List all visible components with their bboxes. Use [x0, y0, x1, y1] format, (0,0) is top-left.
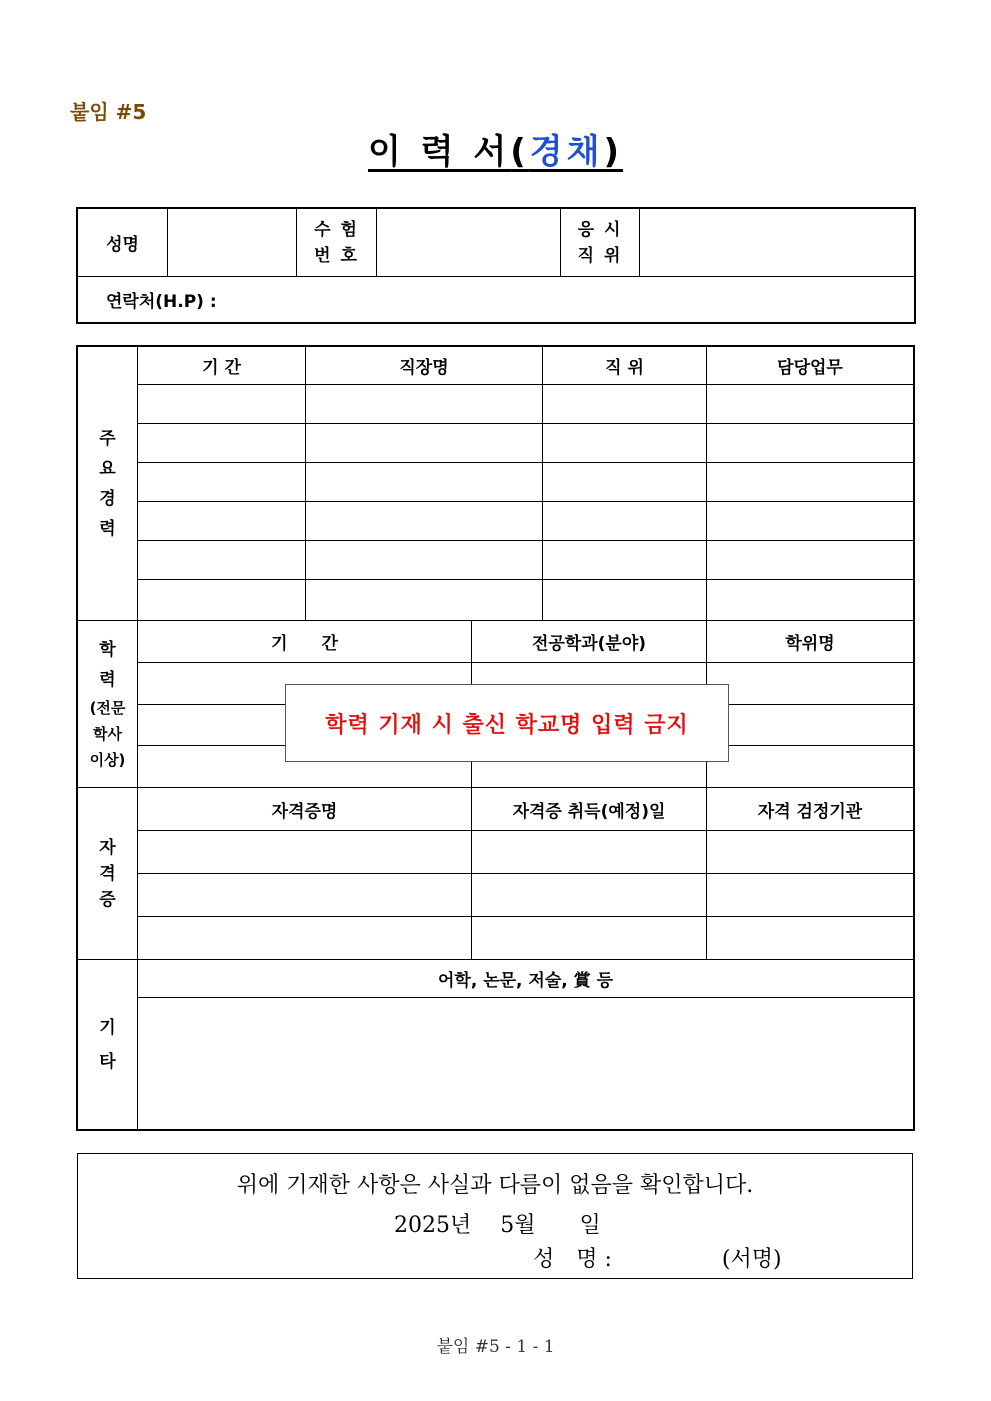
position-label: [561, 209, 640, 277]
exam-number-label: [297, 209, 377, 277]
education-label-char: 력: [99, 670, 116, 690]
career-col-duties: 담당업무: [707, 347, 914, 385]
career-col-company: 직장명: [306, 347, 543, 385]
page-title: [0, 124, 991, 173]
career-cell[interactable]: [138, 385, 306, 424]
education-label-note: 학사: [93, 725, 122, 743]
license-col-issuer: 자격 검정기관: [707, 788, 914, 831]
license-label-char: 증: [99, 889, 116, 910]
confirmation-date: 2025년 5월 일: [394, 1213, 601, 1238]
career-cell[interactable]: [306, 502, 543, 541]
career-cell[interactable]: [138, 580, 306, 621]
career-cell[interactable]: [306, 385, 543, 424]
education-cell[interactable]: [707, 705, 914, 746]
career-cell[interactable]: [543, 580, 707, 621]
career-cell[interactable]: [707, 463, 914, 502]
title-main: 이 력 서: [367, 132, 511, 172]
career-section-label: [78, 347, 138, 621]
career-row: [78, 580, 914, 621]
name-label: 성명: [78, 209, 168, 277]
career-label-char: 경: [99, 488, 116, 509]
career-cell[interactable]: [138, 502, 306, 541]
career-cell[interactable]: [707, 541, 914, 580]
career-row: [78, 502, 914, 541]
etc-field[interactable]: [138, 998, 914, 1130]
confirmation-signature: 성 명 : (서명): [533, 1247, 782, 1272]
career-cell[interactable]: [707, 385, 914, 424]
title-bracket-close: ): [603, 132, 623, 172]
contact-field[interactable]: [78, 277, 915, 323]
license-section-label: [78, 788, 138, 960]
license-cell[interactable]: [472, 917, 707, 960]
career-col-position: 직 위: [543, 347, 707, 385]
education-col-major: 전공학과(분야): [472, 621, 707, 663]
career-cell[interactable]: [306, 424, 543, 463]
applicant-info-table: [77, 208, 915, 323]
education-cell[interactable]: [707, 746, 914, 788]
career-cell[interactable]: [306, 463, 543, 502]
license-col-date: 자격증 취득(예정)일: [472, 788, 707, 831]
career-row: [78, 541, 914, 580]
etc-label-char: 타: [99, 1051, 116, 1072]
exam-number-label-line2: 번 호: [314, 245, 359, 266]
career-cell[interactable]: [707, 580, 914, 621]
name-field[interactable]: [168, 209, 297, 277]
education-label-char: 학: [99, 640, 116, 660]
license-row: [78, 831, 914, 874]
career-row: [78, 463, 914, 502]
career-cell[interactable]: [138, 541, 306, 580]
position-label-line2: 직 위: [577, 245, 623, 266]
career-label-char: 력: [99, 518, 116, 539]
education-notice: 학력 기재 시 출신 학교명 입력 금지: [285, 684, 729, 762]
license-label-char: 자: [99, 837, 116, 858]
career-label-char: 요: [99, 458, 116, 479]
exam-number-label-line1: 수 험: [314, 219, 359, 240]
page-footer: 붙임 #5 - 1 - 1: [436, 1337, 555, 1357]
career-cell[interactable]: [306, 580, 543, 621]
education-section-label: [78, 621, 138, 788]
career-col-period: 기 간: [138, 347, 306, 385]
license-cell[interactable]: [707, 831, 914, 874]
etc-section-label: [78, 960, 138, 1130]
license-cell[interactable]: [707, 917, 914, 960]
education-label-note: 이상): [89, 751, 126, 769]
education-col-period: 기 간: [138, 621, 472, 663]
attachment-label: 붙임 #5: [70, 100, 147, 124]
career-row: [78, 424, 914, 463]
career-cell[interactable]: [543, 541, 707, 580]
career-cell[interactable]: [543, 502, 707, 541]
title-bracket-open: (: [510, 132, 530, 172]
career-cell[interactable]: [138, 463, 306, 502]
position-label-line1: 응 시: [577, 219, 623, 240]
career-cell[interactable]: [138, 424, 306, 463]
etc-header: 어학, 논문, 저술, 賞 등: [138, 960, 914, 998]
license-cell[interactable]: [472, 874, 707, 917]
license-cell[interactable]: [138, 831, 472, 874]
license-cell[interactable]: [138, 917, 472, 960]
career-cell[interactable]: [707, 424, 914, 463]
career-row: [78, 385, 914, 424]
license-cell[interactable]: [472, 831, 707, 874]
license-cell[interactable]: [138, 874, 472, 917]
license-cell[interactable]: [707, 874, 914, 917]
confirmation-box: [77, 1153, 913, 1279]
career-cell[interactable]: [707, 502, 914, 541]
position-field[interactable]: [640, 209, 915, 277]
title-keyword: 경채: [529, 132, 604, 172]
confirmation-statement: 위에 기재한 사항은 사실과 다름이 없음을 확인합니다.: [236, 1173, 754, 1198]
license-col-name: 자격증명: [138, 788, 472, 831]
education-label-note: (전문: [89, 699, 126, 717]
exam-number-field[interactable]: [377, 209, 561, 277]
career-label-char: 주: [99, 428, 116, 449]
career-cell[interactable]: [543, 463, 707, 502]
license-row: [78, 874, 914, 917]
career-cell[interactable]: [306, 541, 543, 580]
education-col-degree: 학위명: [707, 621, 914, 663]
contact-label: 연락처(H.P) :: [106, 292, 217, 312]
license-label-char: 격: [99, 863, 116, 884]
license-row: [78, 917, 914, 960]
education-cell[interactable]: [707, 663, 914, 705]
etc-label-char: 기: [99, 1017, 116, 1038]
career-cell[interactable]: [543, 424, 707, 463]
career-cell[interactable]: [543, 385, 707, 424]
